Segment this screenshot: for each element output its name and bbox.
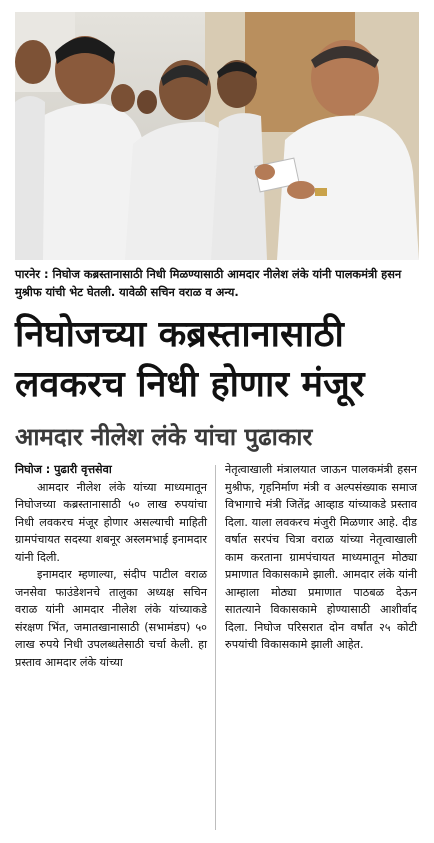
dateline: निघोज : पुढारी वृत्तसेवा <box>15 463 112 476</box>
article-column-right <box>225 461 417 654</box>
headline-line-1: निघोजच्या कब्रस्तानासाठी <box>15 314 344 355</box>
subheadline: आमदार नीलेश लंके यांचा पुढाकार <box>15 423 313 451</box>
article-paragraph: आमदार नीलेश लंके यांच्या माध्यमातून निघोजच्या कब्रस्तानासाठी ५० लाख रुपयांचा निधी लवकरच मंजूर होणार असल्याची माहिती ग्रामपंचायत सदस्या शबनूर अस्लमभाई इनामदार यांनी दिली. <box>15 480 207 564</box>
news-photo-illustration <box>15 12 419 260</box>
article-column-left <box>15 461 207 672</box>
photo-caption: पारनेर : निघोज कब्रस्तानासाठी निधी मिळण्यासाठी आमदार नीलेश लंके यांनी पालकमंत्री हसन मुश्रीफ यांची भेट घेतली. यावेळी सचिन वराळ व अन्य. <box>15 267 402 299</box>
article-paragraph: नेतृत्वाखाली मंत्रालयात जाऊन पालकमंत्री हसन मुश्रीफ, गृहनिर्माण मंत्री व अल्पसंख्याक समाज विभागाचे मंत्री जितेंद्र आव्हाड यांच्याकडे प्रस्ताव दिला. याला लवकरच मंजुरी मिळणार आहे. दीड वर्षात सरपंच चित्रा वराळ यांच्या नेतृत्वाखाली काम करताना ग्रामपंचायत माध्यमातून मोठ्या प्रमाणात विकासकामे झाली. आमदार लंके यांनी आम्हाला मोठ्या प्रमाणात पाठबळ देऊन सातत्याने विकासकामे होण्यासाठी आशीर्वाद दिला. निघोज परिसरात दोन वर्षांत २५ कोटी रुपयांची विकासकामे झाली आहेत. <box>225 463 417 652</box>
headline-line-2: लवकरच निधी होणार मंजूर <box>15 364 365 405</box>
article-paragraph: इनामदार म्हणाल्या, संदीप पाटील वराळ जनसेवा फाउंडेशनचे तालुका अध्यक्ष सचिन वराळ यांनी आमदार नीलेश लंके यांच्याकडे संरक्षण भिंत, जमातखानासाठी (सभामंडप) ५० लाख रुपये निधी उपलब्धतेसाठी चर्चा केली. हा प्रस्ताव आमदार लंके यांच्या <box>15 568 207 670</box>
news-photo <box>15 12 419 260</box>
headline <box>15 310 425 410</box>
column-divider <box>215 465 216 830</box>
